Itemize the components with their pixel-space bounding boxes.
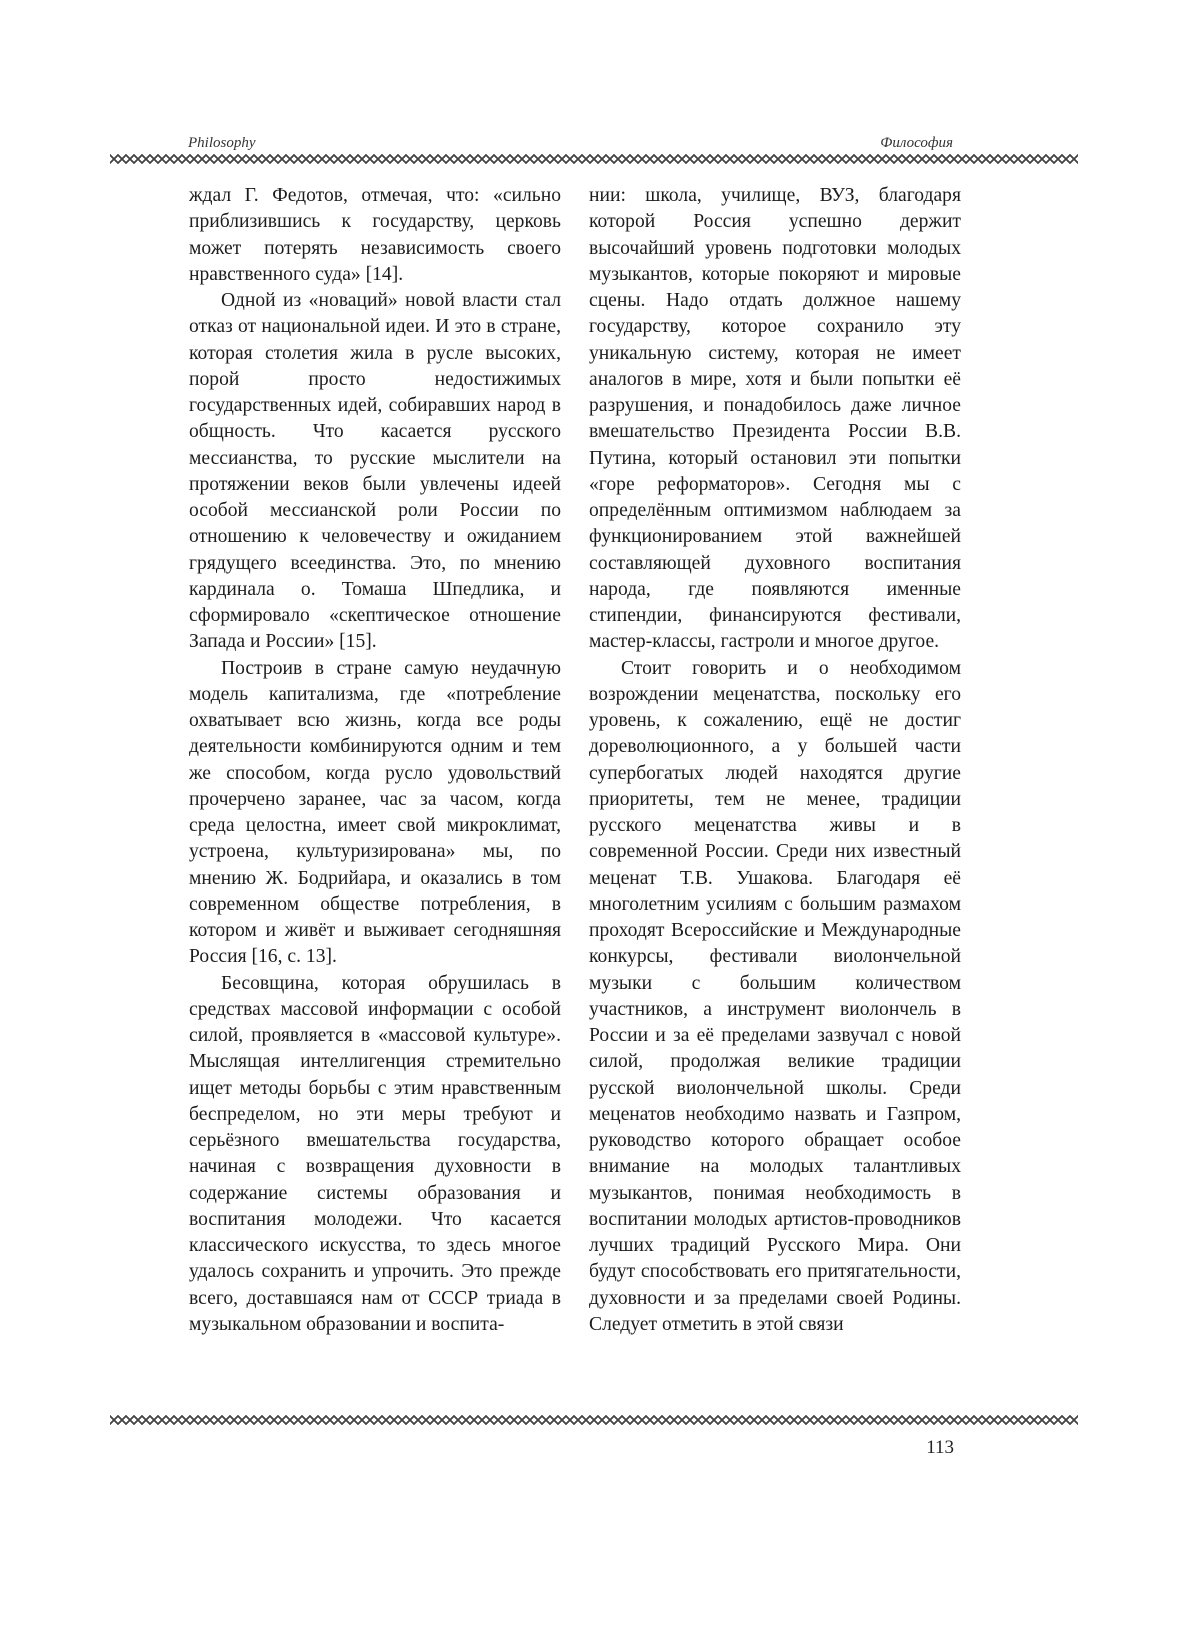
paragraph: ждал Г. Федотов, отмечая, что: «сильно приблизившись к государству, церковь может потерять независимость своего нравственного суда» [14]. xyxy=(189,185,561,285)
page-number: 113 xyxy=(926,1437,954,1458)
paragraph: Построив в стране самую неудачную модель капитализма, где «потребление охватывает всю жизнь, когда все роды деятельности комбинируются одним и тем же способом, когда русло удовольствий прочерчено заранее, час за часом, когда среда целостна, имеет свой микроклимат, устроена, культуризирована» мы, по мнению Ж. Бодрийара, и оказались в том современном обществе потребления, в котором и живёт и выживает сегодняшняя Россия [16, с. 13]. xyxy=(189,657,561,968)
paragraph: Бесовщина, которая обрушилась в средствах массовой информации с особой силой, проявляется в «массовой культуре». Мыслящая интеллигенция стремительно ищет методы борьбы с этим нравственным беспределом, но эти меры требуют и серьёзного вмешательства государства, начиная с возвращения духовности в содержание системы образования и воспитания молодежи. Что касается классического искусства, то здесь многое удалось сохранить и упрочить. Это прежде всего, доставшаяся нам от СССР триада в музыкальном образовании и воспита- xyxy=(189,972,561,1335)
running-head-russian: Философия xyxy=(880,135,953,151)
paragraph: Стоит говорить и о необходимом возрождении меценатства, поскольку его уровень, к сожалению, ещё не достиг дореволюционного, а у большей части супербогатых людей находятся другие приоритеты, тем не менее, традиции русского меценатства живы и в современной России. Среди них известный меценат Т.В. Ушакова. Благодаря её многолетним усилиям с большим размахом проходят Всероссийские и Международные конкурсы, фестивали виолончельной музыки с большим количеством участников, а инструмент виолончель в России и за её пределами зазвучал с новой силой, продолжая великие традиции русской виолончельной школы. Среди меценатов необходимо назвать и Газпром, руководство которого обращает особое внимание на молодых талантливых музыкантов, понимая необходимость в воспитании молодых артистов-проводников лучших традиций Русского Мира. Они будут способствовать его притягательности, духовности и за пределами своей Родины. Следует отметить в этой связи xyxy=(589,657,961,1335)
bottom-ornamental-rule xyxy=(110,1415,1078,1425)
right-text-column xyxy=(589,183,961,1338)
left-text-column xyxy=(189,183,561,1338)
paragraph: нии: школа, училище, ВУЗ, благодаря которой Россия успешно держит высочайший уровень подготовки молодых музыкантов, которые покоряют и мировые сцены. Надо отдать должное нашему государству, которое сохранило эту уникальную систему, которая не имеет аналогов в мире, хотя и были попытки её разрушения, и понадобилось даже личное вмешательство Президента России В.В. Путина, который остановил эти попытки «горе реформаторов». Сегодня мы с определённым оптимизмом наблюдаем за функционированием этой важнейшей составляющей духовного воспитания народа, где появляются именные стипендии, финансируются фестивали, мастер-классы, гастроли и многое другое. xyxy=(589,185,961,653)
paragraph: Одной из «новаций» новой власти стал отказ от национальной идеи. И это в стране, которая столетия жила в русле высоких, порой просто недостижимых государственных идей, собиравших народ в общность. Что касается русского мессианства, то русские мыслители на протяжении веков были увлечены идеей особой мессианской роли России по отношению к человечеству и ожиданием грядущего всеединства. Это, по мнению кардинала о. Томаша Шпедлика, и сформировало «скептическое отношение Запада и России» [15]. xyxy=(189,290,561,653)
running-head-english: Philosophy xyxy=(188,135,256,151)
top-ornamental-rule xyxy=(110,154,1078,164)
